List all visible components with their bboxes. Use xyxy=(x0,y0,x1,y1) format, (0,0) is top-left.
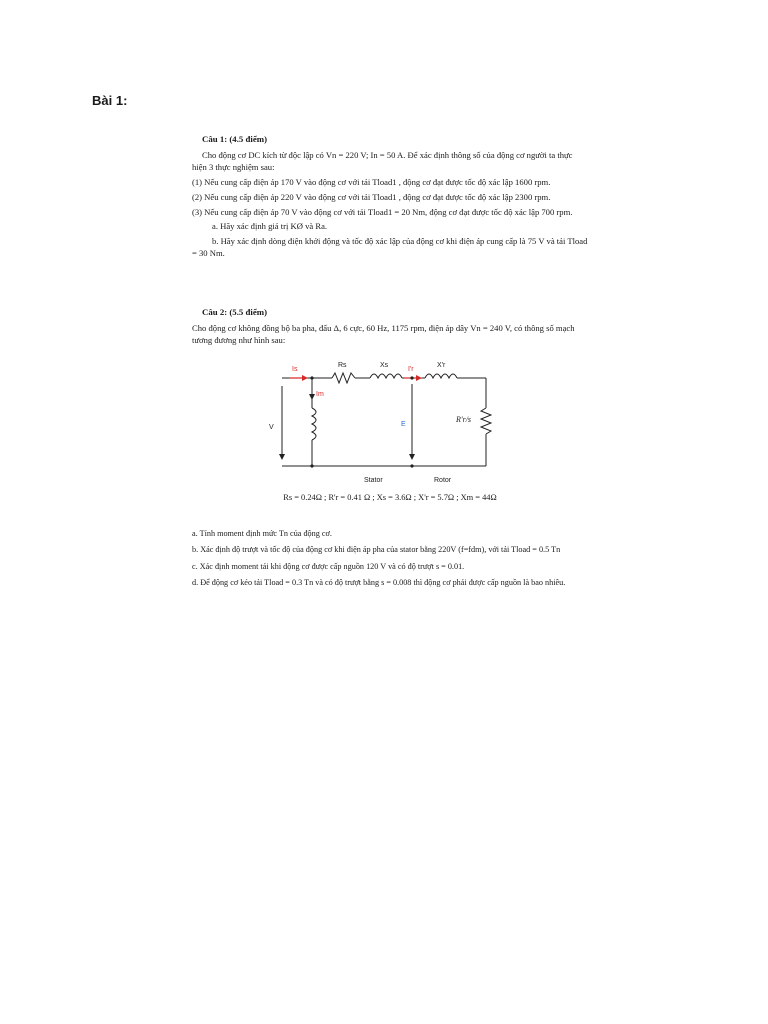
question-2-title: Câu 2: (5.5 điểm) xyxy=(202,307,267,317)
question-1 xyxy=(192,133,588,263)
circuit-parameters: Rs = 0.24Ω ; R'r = 0.41 Ω ; Xs = 3.6Ω ; X'r = 5.7Ω ; Xm = 44Ω xyxy=(283,493,497,502)
question-1-intro: Cho động cơ DC kích từ độc lập có Vn = 220 V; In = 50 A. Để xác định thông số của động cơ người ta thực hiện 3 thực nghiệm sau: xyxy=(192,150,573,172)
question-1-title: Câu 1: (4.5 điểm) xyxy=(202,134,267,144)
question-2-item-c: c. Xác định moment tải khi động cơ được cấp nguồn 120 V và có độ trượt s = 0.01. xyxy=(192,561,465,571)
label-is: Is xyxy=(292,366,298,373)
label-ir: I'r xyxy=(408,366,414,373)
label-xr: X'r xyxy=(437,362,446,369)
question-2-item-d: d. Để động cơ kéo tải Tload = 0.3 Tn và có độ trượt bằng s = 0.008 thì động cơ phải được cấp nguồn là bao nhiêu. xyxy=(192,578,566,588)
question-1-experiment-1: (1) Nếu cung cấp điện áp 170 V vào động cơ với tải Tload1 , động cơ đạt được tốc độ xác lập 1600 rpm. xyxy=(192,176,551,187)
label-im: Im xyxy=(316,391,324,398)
label-stator: Stator xyxy=(364,477,383,484)
question-2 xyxy=(192,306,588,350)
equivalent-circuit-svg xyxy=(262,356,492,490)
question-1-experiment-3: (3) Nếu cung cấp điện áp 70 V vào động cơ với tải Tload1 = 20 Nm, động cơ đạt được tốc độ xác lập 700 rpm. xyxy=(192,206,573,217)
question-2-item-b: b. Xác định độ trượt và tốc độ của động cơ khi điện áp pha của stator bằng 220V (f=fdm), với tải Tload = 0.5 Tn xyxy=(192,545,561,555)
label-rotor: Rotor xyxy=(434,477,452,484)
question-2-items xyxy=(192,528,592,594)
question-1-experiment-2: (2) Nếu cung cấp điện áp 220 V vào động cơ với tải Tload1 , động cơ đạt được tốc độ xác lập 2300 rpm. xyxy=(192,191,551,202)
label-v: V xyxy=(269,424,274,431)
question-2-intro: Cho động cơ không đồng bộ ba pha, đấu Δ, 6 cực, 60 Hz, 1175 rpm, điện áp dây Vn = 240 V, có thông số mạch tương đương như hình sau: xyxy=(192,323,575,345)
label-e: E xyxy=(401,421,406,428)
current-is-arrow xyxy=(289,375,308,381)
question-2-item-a: a. Tính moment định mức Tn của động cơ. xyxy=(192,529,332,538)
label-rr-s: R'r/s xyxy=(456,415,472,424)
page-heading: Bài 1: xyxy=(92,93,128,108)
question-1-item-a: a. Hãy xác định giá trị KØ và Ra. xyxy=(212,221,328,232)
question-1-item-b: b. Hãy xác định dòng điện khởi động và tốc độ xác lập của động cơ khi điện áp cung cấp là 75 V và tải Tload = 30 Nm. xyxy=(192,236,588,259)
label-rs: Rs xyxy=(338,362,347,369)
label-xs: Xs xyxy=(380,362,389,369)
equivalent-circuit-diagram xyxy=(262,356,492,490)
